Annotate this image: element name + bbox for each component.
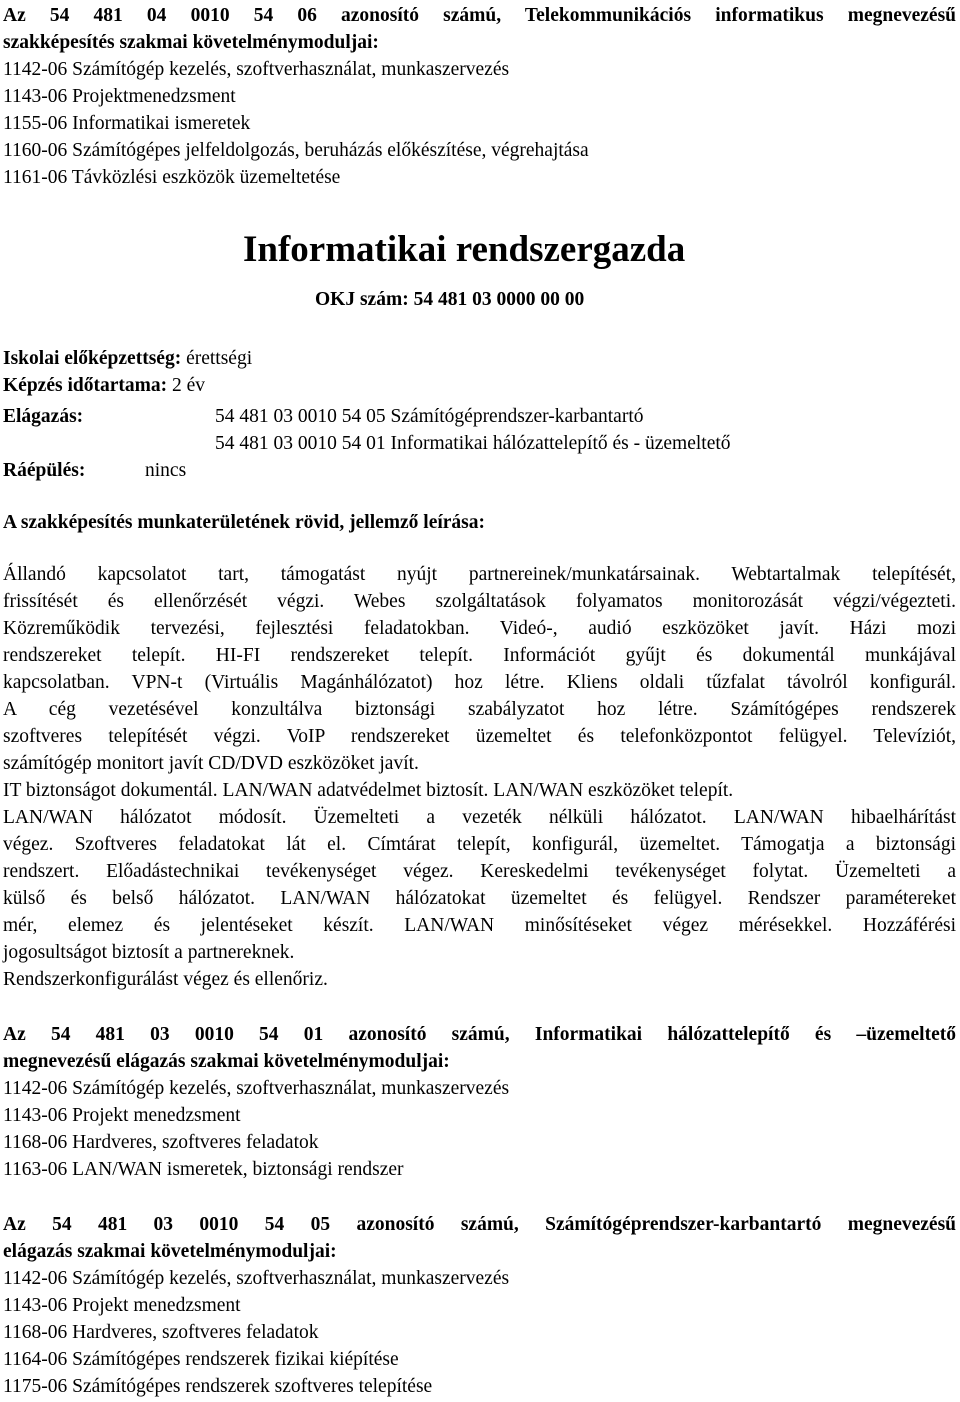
description-line: rendszert. Előadástechnikai tevékenységet végez. Kereskedelmi tevékenységet folytat. Üzemelteti a	[3, 861, 956, 882]
section2-heading-cont: megnevezésű elágazás szakmai követelménymoduljai:	[3, 1051, 450, 1072]
description-line: rendszereket telepít. HI-FI rendszereket telepít. Információt gyűjt és dokumentál munkájával	[3, 645, 956, 666]
module-item: 1161-06 Távközlési eszközök üzemeltetése	[3, 167, 341, 188]
module-item: 1142-06 Számítógép kezelés, szoftverhasználat, munkaszervezés	[3, 1268, 510, 1289]
module-item: 1168-06 Hardveres, szoftveres feladatok	[3, 1132, 319, 1153]
description-line: számítógép monitort javít CD/DVD eszközöket javít.	[3, 753, 419, 774]
module-item: 1163-06 LAN/WAN ismeretek, biztonsági rendszer	[3, 1159, 404, 1180]
module-item: 1164-06 Számítógépes rendszerek fizikai kiépítése	[3, 1349, 399, 1370]
module-item: 1142-06 Számítógép kezelés, szoftverhasználat, munkaszervezés	[3, 1078, 510, 1099]
module-item: 1143-06 Projekt menedzsment	[3, 1105, 241, 1126]
description-line: A cég vezetésével konzultálva biztonsági szabályzatot hoz létre. Számítógépes rendszerek	[3, 699, 956, 720]
module-item: 1142-06 Számítógép kezelés, szoftverhasználat, munkaszervezés	[3, 59, 510, 80]
prereq-row	[3, 345, 252, 372]
description-line: Rendszerkonfigurálást végez és ellenőriz.	[3, 969, 328, 990]
description-line: szoftveres telepítését végzi. VoIP rendszereket üzemeltet és telefonközpontot felügyel. Televíziót,	[3, 726, 956, 747]
duration-label: Képzés időtartama:	[3, 375, 168, 396]
description-line: mér, elemez és jelentéseket készít. LAN/WAN minősítéseket végez mérésekkel. Hozzáférési	[3, 915, 956, 936]
duration-value: 2 év	[171, 375, 205, 396]
branch-label: Elágazás:	[3, 406, 84, 427]
description-line: frissítését és ellenőrzését végzi. Webes szolgáltatások folyamatos monitorozását végzi/végezteti.	[3, 591, 956, 612]
build-label: Ráépülés:	[3, 460, 86, 481]
description-line: kapcsolatban. VPN-t (Virtuális Magánhálózatot) hoz létre. Kliens oldali tűzfalat távolról konfigurál.	[3, 672, 956, 693]
description-line: Állandó kapcsolatot tart, támogatást nyújt partnereinek/munkatársainak. Webtartalmak telepítését,	[3, 564, 956, 585]
description-line: LAN/WAN hálózatot módosít. Üzemelteti a vezeték nélküli hálózatot. LAN/WAN hibaelhárítást	[3, 807, 956, 828]
description-line: jogosultságot biztosít a partnereknek.	[3, 942, 295, 963]
description-heading: A szakképesítés munkaterületének rövid, jellemző leírása:	[3, 512, 486, 533]
okj-number: OKJ szám: 54 481 03 0000 00 00	[315, 289, 585, 310]
section3-heading-cont: elágazás szakmai követelménymoduljai:	[3, 1241, 337, 1262]
module-item: 1143-06 Projektmenedzsment	[3, 86, 236, 107]
module-item: 1175-06 Számítógépes rendszerek szoftveres telepítése	[3, 1376, 433, 1397]
section1-heading-cont: szakképesítés szakmai követelménymoduljai:	[3, 32, 379, 53]
description-line: IT biztonságot dokumentál. LAN/WAN adatvédelmet biztosít. LAN/WAN eszközöket telepít.	[3, 780, 734, 801]
section2-heading: Az 54 481 03 0010 54 01 azonosító számú, Informatikai hálózattelepítő és –üzemeltető	[3, 1024, 956, 1045]
section3-heading: Az 54 481 03 0010 54 05 azonosító számú, Számítógéprendszer-karbantartó megnevezésű	[3, 1214, 956, 1235]
section1-heading: Az 54 481 04 0010 54 06 azonosító számú, Telekommunikációs informatikus megnevezésű	[3, 5, 956, 26]
duration-row	[3, 372, 205, 399]
branch-item: 54 481 03 0010 54 05 Számítógéprendszer-karbantartó	[215, 406, 644, 427]
module-item: 1168-06 Hardveres, szoftveres feladatok	[3, 1322, 319, 1343]
description-line: Közreműködik tervezési, fejlesztési feladatokban. Videó-, audió eszközöket javít. Házi mozi	[3, 618, 956, 639]
module-item: 1155-06 Informatikai ismeretek	[3, 113, 251, 134]
description-line: végez. Szoftveres feladatokat lát el. Címtárat telepít, konfigurál, üzemeltet. Támogatja a biztonsági	[3, 834, 956, 855]
build-value: nincs	[145, 460, 187, 481]
prereq-label: Iskolai előképzettség:	[3, 348, 182, 369]
branch-item: 54 481 03 0010 54 01 Informatikai hálózattelepítő és - üzemeltető	[215, 433, 731, 454]
description-line: külső és belső hálózatot. LAN/WAN hálózatokat üzemeltet és felügyel. Rendszer paramétereket	[3, 888, 956, 909]
module-item: 1143-06 Projekt menedzsment	[3, 1295, 241, 1316]
module-item: 1160-06 Számítógépes jelfeldolgozás, beruházás előkészítése, végrehajtása	[3, 140, 589, 161]
prereq-value: érettségi	[186, 348, 253, 369]
